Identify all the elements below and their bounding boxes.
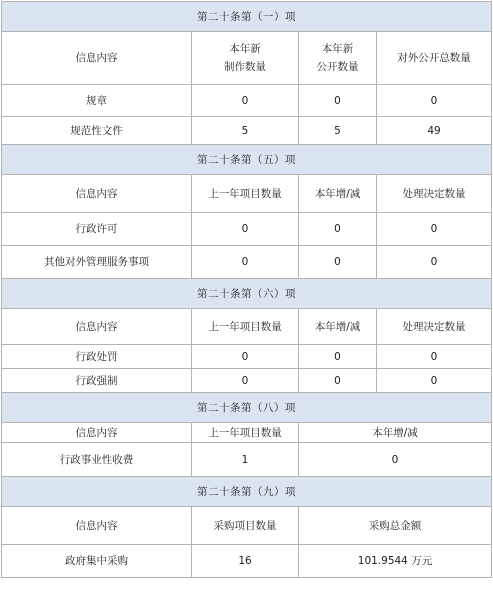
column-header: 信息内容 bbox=[2, 175, 192, 213]
column-header: 对外公开总数量 bbox=[377, 32, 492, 85]
table-cell: 1 bbox=[192, 443, 299, 477]
table-row bbox=[2, 213, 492, 246]
table-cell: 0 bbox=[192, 345, 299, 369]
column-header: 信息内容 bbox=[2, 32, 192, 85]
table-header-row bbox=[2, 309, 492, 345]
section-title: 第二十条第（八）项 bbox=[2, 393, 492, 423]
table-row bbox=[2, 443, 492, 477]
column-header: 采购总金额 bbox=[299, 507, 492, 545]
column-header: 上一年项目数量 bbox=[192, 423, 299, 443]
table-cell: 5 bbox=[192, 117, 299, 145]
column-header: 信息内容 bbox=[2, 507, 192, 545]
section-header-20-1 bbox=[2, 2, 492, 32]
column-header bbox=[192, 32, 299, 85]
section-title: 第二十条第（五）项 bbox=[2, 145, 492, 175]
section-title: 第二十条第（六）项 bbox=[2, 279, 492, 309]
column-header: 本年增/减 bbox=[299, 423, 492, 443]
table-cell: 0 bbox=[299, 85, 377, 117]
table-row bbox=[2, 246, 492, 279]
table-row bbox=[2, 85, 492, 117]
table-header-row bbox=[2, 423, 492, 443]
table-cell: 0 bbox=[299, 443, 492, 477]
table-cell: 其他对外管理服务事项 bbox=[2, 246, 192, 279]
table-header-row bbox=[2, 175, 492, 213]
column-header-line: 本年新 公开数量 bbox=[316, 43, 359, 73]
table-row bbox=[2, 545, 492, 578]
table-header-row bbox=[2, 32, 492, 85]
table-cell: 0 bbox=[299, 345, 377, 369]
table-cell: 行政处罚 bbox=[2, 345, 192, 369]
table-cell: 0 bbox=[377, 85, 492, 117]
table-cell: 行政强制 bbox=[2, 369, 192, 393]
table-cell: 0 bbox=[192, 85, 299, 117]
section-title: 第二十条第（一）项 bbox=[2, 2, 492, 32]
table-cell: 0 bbox=[377, 345, 492, 369]
column-header: 处理决定数量 bbox=[377, 175, 492, 213]
table-row bbox=[2, 369, 492, 393]
column-header bbox=[299, 32, 377, 85]
table-cell: 规章 bbox=[2, 85, 192, 117]
table-row bbox=[2, 117, 492, 145]
column-header-line: 本年新 制作数量 bbox=[224, 43, 266, 73]
table-cell: 49 bbox=[377, 117, 492, 145]
section-header-20-5 bbox=[2, 145, 492, 175]
table-cell: 0 bbox=[299, 213, 377, 246]
table-cell: 行政事业性收费 bbox=[2, 443, 192, 477]
table-cell: 0 bbox=[377, 246, 492, 279]
table-header-row bbox=[2, 507, 492, 545]
section-header-20-8 bbox=[2, 393, 492, 423]
section-title: 第二十条第（九）项 bbox=[2, 477, 492, 507]
column-header: 本年增/减 bbox=[299, 175, 377, 213]
table-cell: 16 bbox=[192, 545, 299, 578]
column-header: 信息内容 bbox=[2, 309, 192, 345]
table-cell: 规范性文件 bbox=[2, 117, 192, 145]
section-header-20-6 bbox=[2, 279, 492, 309]
table-cell: 0 bbox=[299, 369, 377, 393]
table-cell: 0 bbox=[192, 246, 299, 279]
section-header-20-9 bbox=[2, 477, 492, 507]
column-header: 本年增/减 bbox=[299, 309, 377, 345]
table-cell: 0 bbox=[377, 369, 492, 393]
table-cell: 行政许可 bbox=[2, 213, 192, 246]
table-cell: 0 bbox=[192, 369, 299, 393]
disclosure-table bbox=[1, 1, 492, 578]
table-cell: 101.9544 万元 bbox=[299, 545, 492, 578]
column-header: 上一年项目数量 bbox=[192, 175, 299, 213]
table-cell: 0 bbox=[192, 213, 299, 246]
table-cell: 5 bbox=[299, 117, 377, 145]
table-cell: 0 bbox=[299, 246, 377, 279]
table-cell: 政府集中采购 bbox=[2, 545, 192, 578]
table-row bbox=[2, 345, 492, 369]
column-header: 处理决定数量 bbox=[377, 309, 492, 345]
column-header: 采购项目数量 bbox=[192, 507, 299, 545]
table-cell: 0 bbox=[377, 213, 492, 246]
column-header: 信息内容 bbox=[2, 423, 192, 443]
column-header: 上一年项目数量 bbox=[192, 309, 299, 345]
